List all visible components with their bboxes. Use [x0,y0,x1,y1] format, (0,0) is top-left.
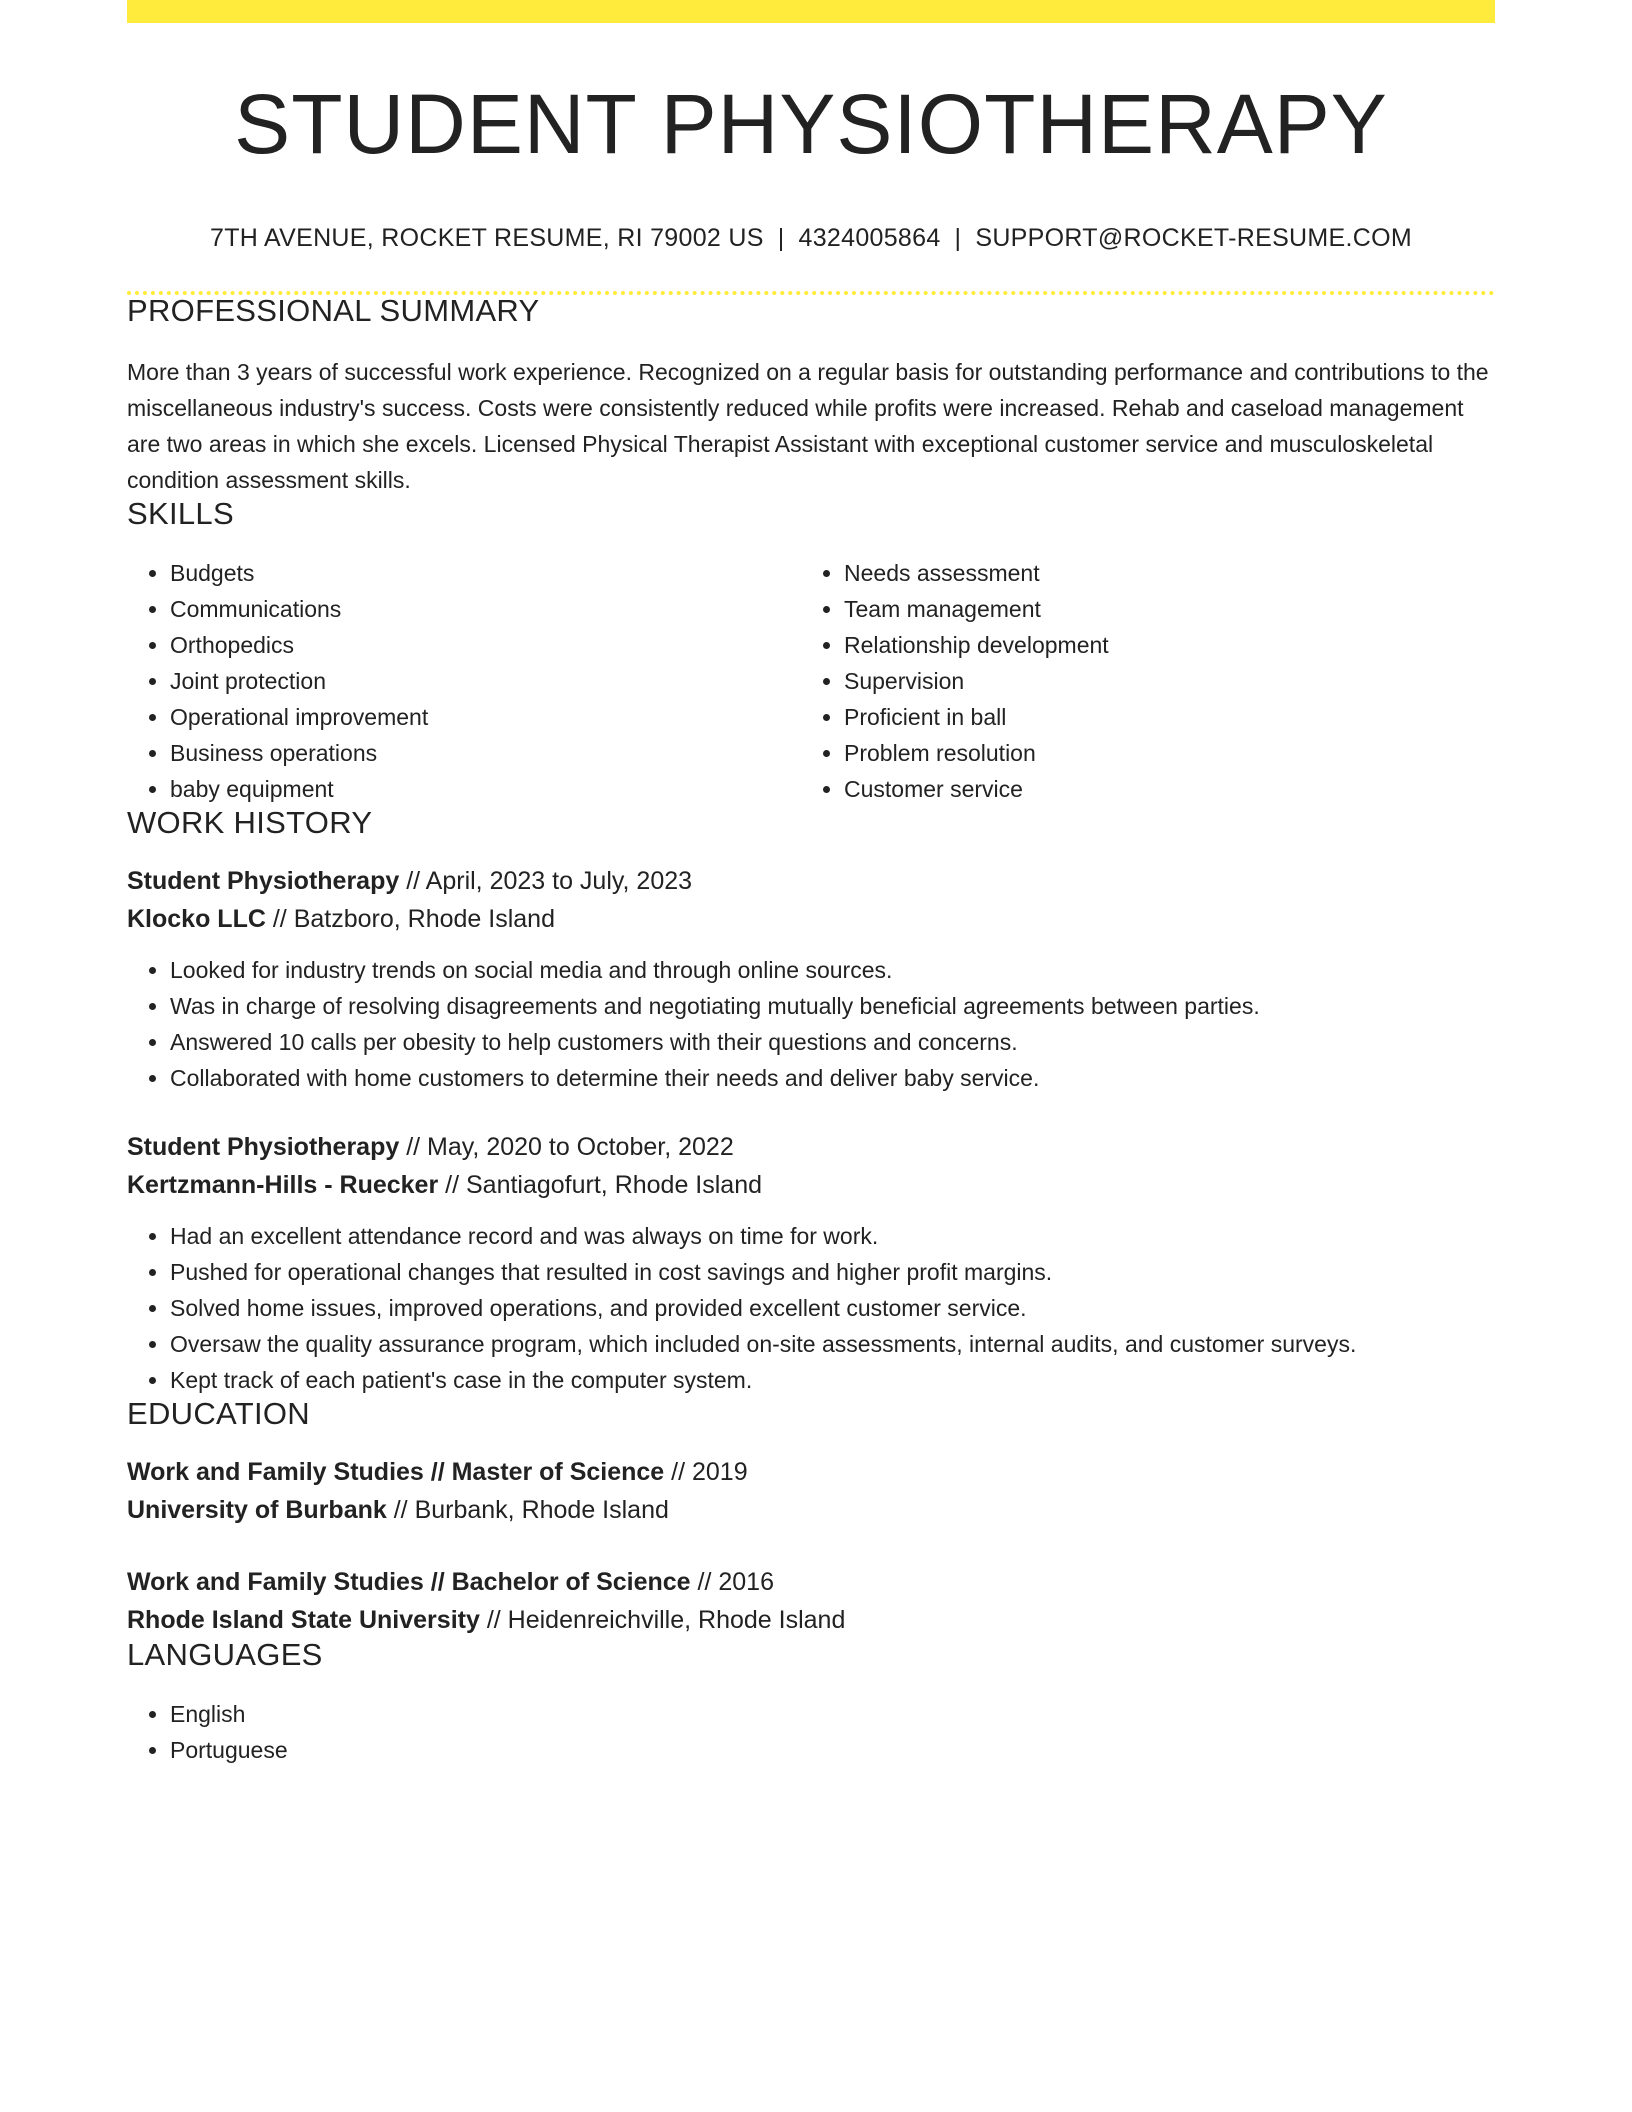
job-company: Klocko LLC [127,905,266,933]
education-entry [127,1563,1495,1639]
skill-item: • Business operations [170,735,801,771]
job-bullet: • Answered 10 calls per obesity to help customers with their questions and concerns. [170,1024,1495,1060]
contact-phone: 4324005864 [798,224,941,252]
job-dates: // May, 2020 to October, 2022 [399,1133,734,1161]
job-dates: // April, 2023 to July, 2023 [399,867,693,895]
job-role: Student Physiotherapy [127,1133,400,1161]
education-year: // 2016 [690,1568,774,1596]
skills-list-left [127,555,801,807]
job-bullet: • Pushed for operational changes that resulted in cost savings and higher profit margins. [170,1254,1495,1290]
education-school: University of Burbank [127,1496,387,1524]
skills-list-right [801,555,1475,807]
job-bullet: • Had an excellent attendance record and was always on time for work. [170,1218,1495,1254]
skills-heading: SKILLS [127,496,234,531]
education-degree-line [127,1453,1495,1491]
job-company: Kertzmann-Hills - Ruecker [127,1171,439,1199]
skill-item: • Team management [844,591,1475,627]
language-item: • English [170,1696,1495,1732]
job-bullet: • Collaborated with home customers to determine their needs and deliver baby service. [170,1060,1495,1096]
contact-email: SUPPORT@ROCKET-RESUME.COM [975,224,1412,252]
skill-item: • Operational improvement [170,699,801,735]
skill-item: • Needs assessment [844,555,1475,591]
summary-text: More than 3 years of successful work experience. Recognized on a regular basis for outstanding performance and contributions to the miscellaneous industry's success. Costs were consistently reduced while profits were increased. Rehab and caseload management are two areas in which she excels. Licensed Physical Therapist Assistant with exceptional customer service and musculoskeletal condition assessment skills. [127,359,1489,493]
skill-item: • Relationship development [844,627,1475,663]
job-bullet: • Was in charge of resolving disagreements and negotiating mutually beneficial agreements between parties. [170,988,1495,1024]
skill-item: • Problem resolution [844,735,1475,771]
job-role: Student Physiotherapy [127,867,400,895]
candidate-name: STUDENT PHYSIOTHERAPY [234,77,1388,171]
job-entry [127,862,1495,1096]
skill-item: • Budgets [170,555,801,591]
skill-item: • Proficient in ball [844,699,1475,735]
contact-separator: | [777,224,785,252]
education-degree-line [127,1563,1495,1601]
job-bullet: • Oversaw the quality assurance program, which included on-site assessments, internal audits, and customer surveys. [170,1326,1495,1362]
contact-line [127,226,1495,251]
languages-list [127,1696,1495,1768]
education-degree: Work and Family Studies // Bachelor of Science [127,1568,691,1596]
job-bullets [127,952,1495,1096]
education-year: // 2019 [664,1458,748,1486]
skill-item: • Orthopedics [170,627,801,663]
education-school-line [127,1601,1495,1639]
skill-item: • Supervision [844,663,1475,699]
job-bullets [127,1218,1495,1398]
job-company-line [127,1166,1495,1204]
job-company-line [127,900,1495,938]
job-location: // Santiagofurt, Rhode Island [438,1171,763,1199]
education-heading: EDUCATION [127,1396,310,1431]
contact-separator: | [954,224,962,252]
job-location: // Batzboro, Rhode Island [265,905,555,933]
skill-item: • Joint protection [170,663,801,699]
job-bullet: • Solved home issues, improved operations, and provided excellent customer service. [170,1290,1495,1326]
job-title-line [127,1128,1495,1166]
job-bullet: • Kept track of each patient's case in the computer system. [170,1362,1495,1398]
top-accent-bar [127,0,1495,23]
resume-page [127,0,1495,1768]
contact-address: 7TH AVENUE, ROCKET RESUME, RI 79002 US [210,224,764,252]
education-location: // Burbank, Rhode Island [386,1496,669,1524]
summary-heading: PROFESSIONAL SUMMARY [127,293,540,328]
skills-grid [127,555,1495,807]
education-school-line [127,1491,1495,1529]
work-history-heading: WORK HISTORY [127,805,373,840]
education-degree: Work and Family Studies // Master of Science [127,1458,665,1486]
languages-heading: LANGUAGES [127,1637,323,1672]
job-entry [127,1128,1495,1398]
job-bullet: • Looked for industry trends on social media and through online sources. [170,952,1495,988]
education-location: // Heidenreichville, Rhode Island [479,1606,846,1634]
language-item: • Portuguese [170,1732,1495,1768]
skill-item: • Customer service [844,771,1475,807]
skill-item: • baby equipment [170,771,801,807]
skill-item: • Communications [170,591,801,627]
job-title-line [127,862,1495,900]
education-school: Rhode Island State University [127,1606,480,1634]
education-entry [127,1453,1495,1529]
